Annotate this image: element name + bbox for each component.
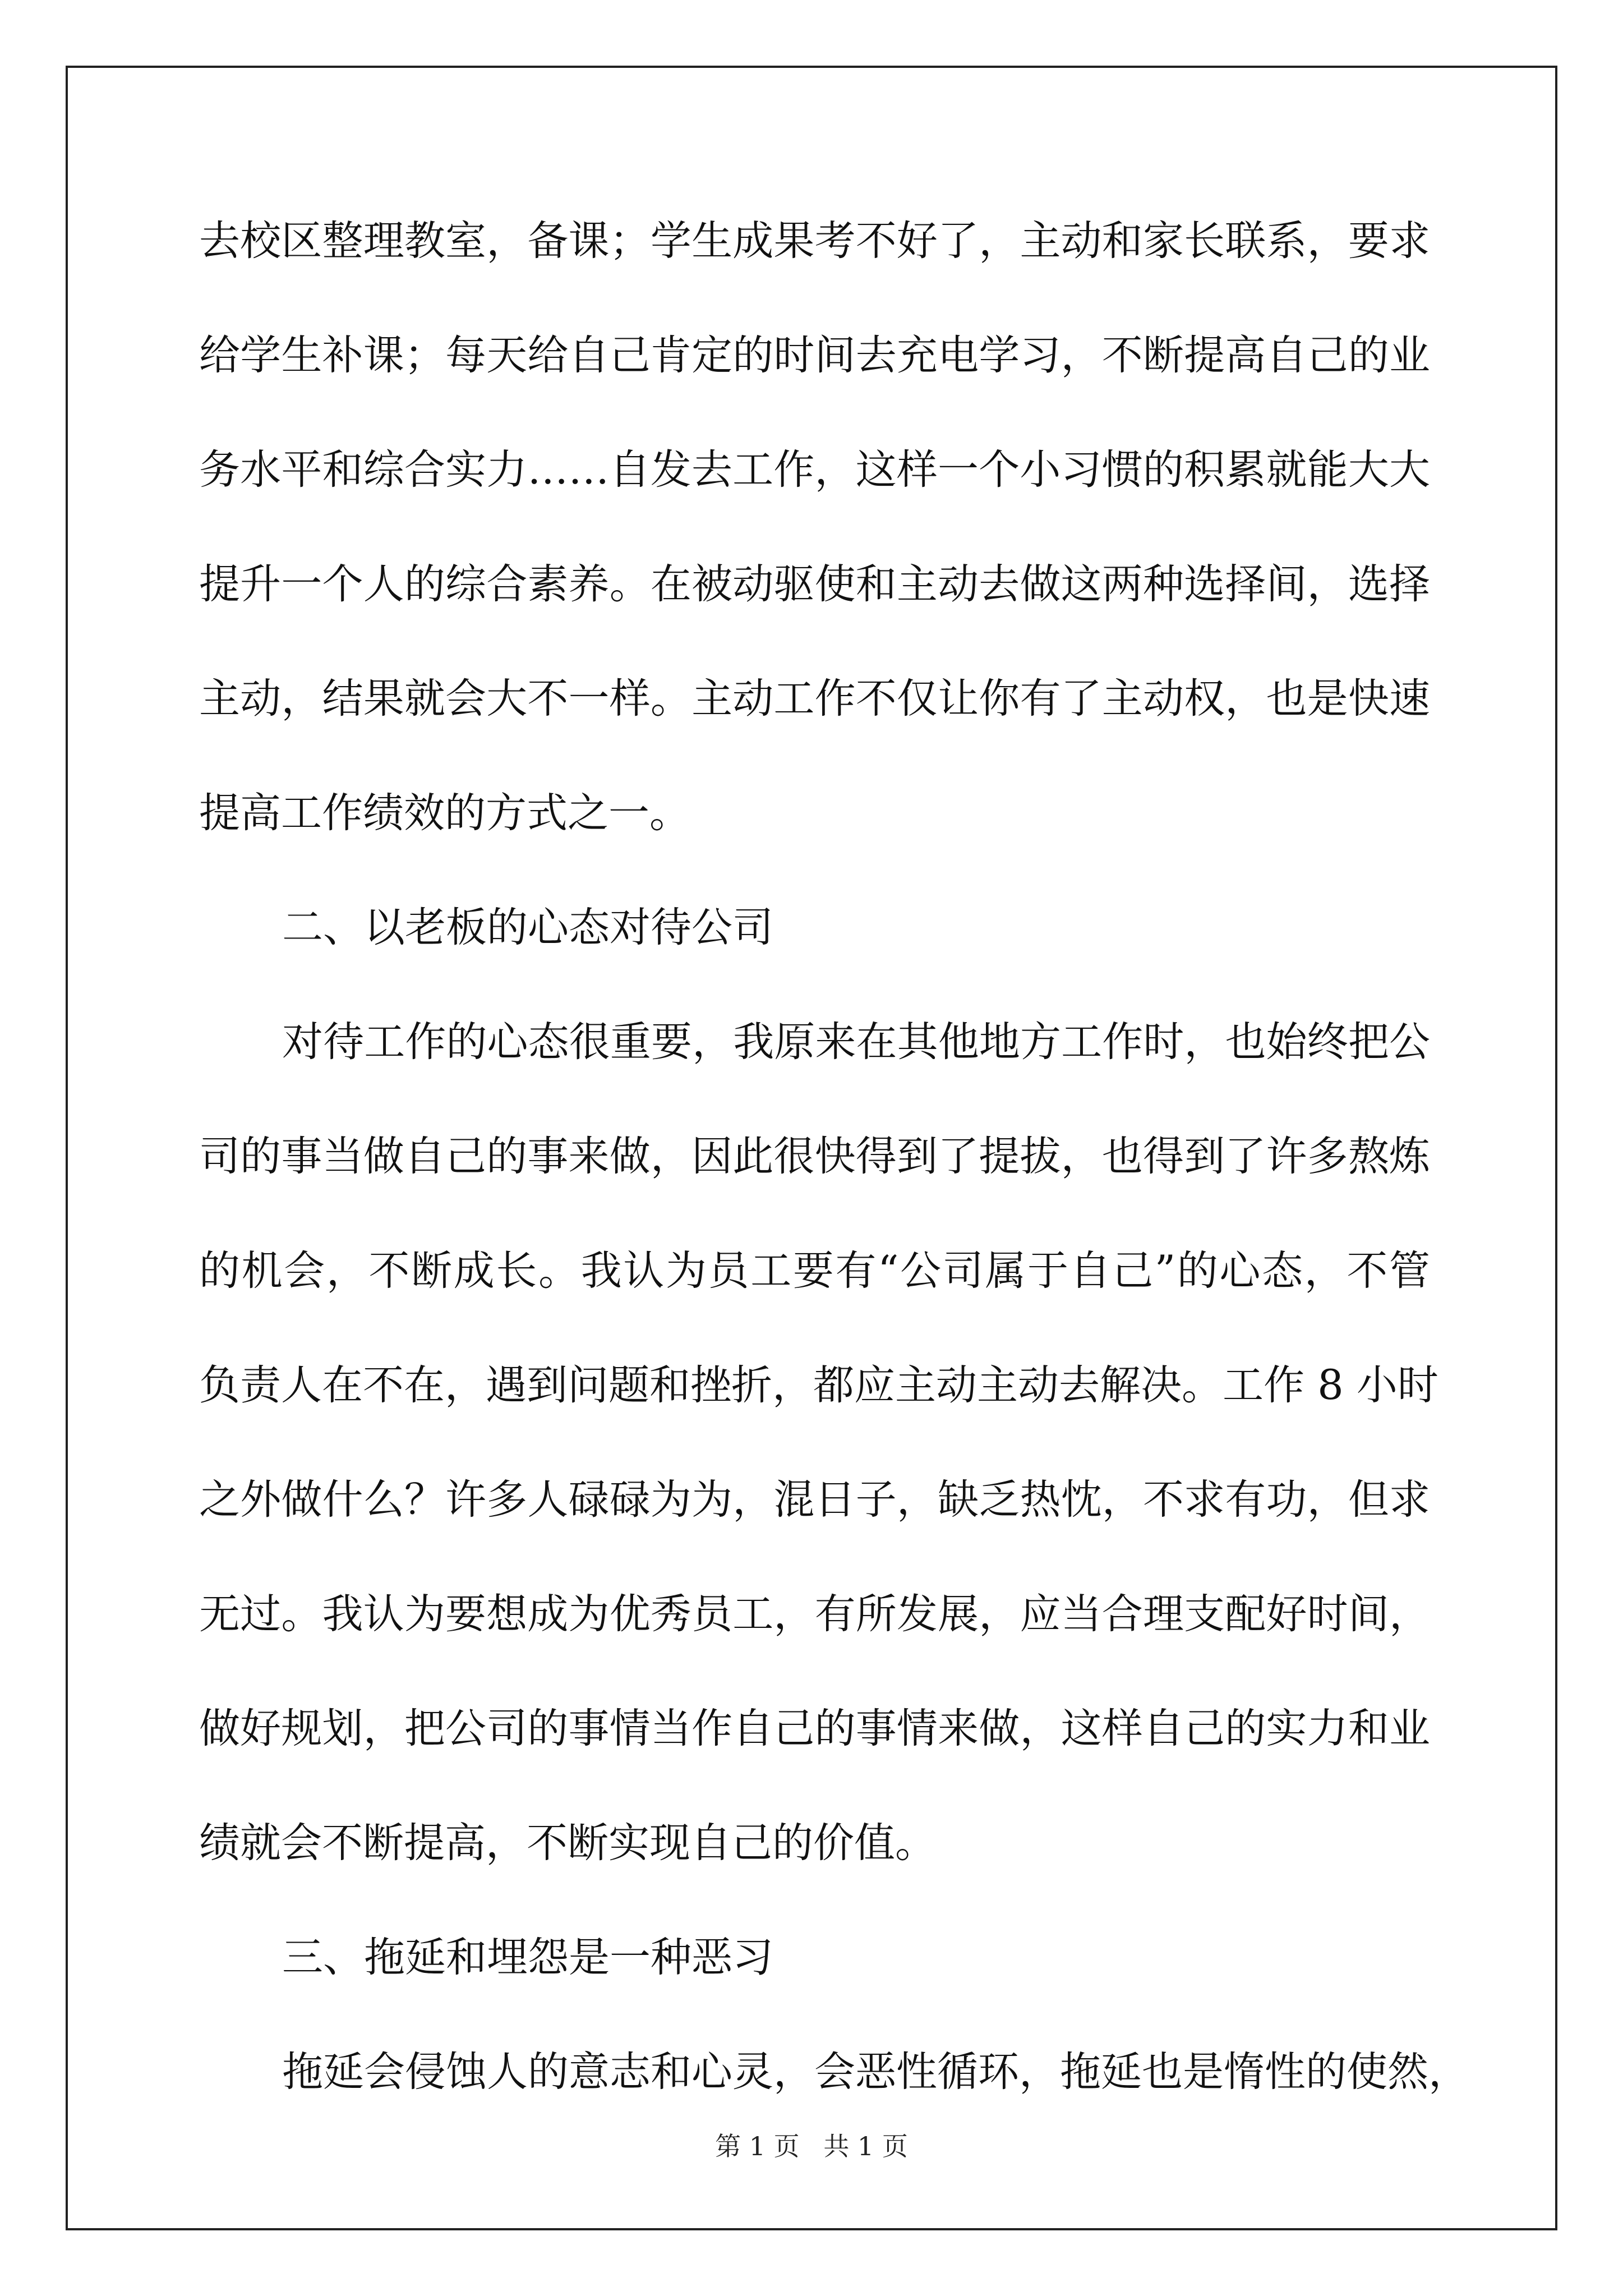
page-total: 共 1 页 [823,2131,908,2161]
section-heading: 三、拖延和埋怨是一种恶习 [282,1934,773,1981]
paragraph-line: 对待工作的心态很重要，我原来在其他地方工作时，也始终把公 [282,1018,1430,1066]
paragraph-line: 负责人在不在，遇到问题和挫折，都应主动主动去解决。工作 8 小时 [199,1361,1438,1409]
paragraph-line: 提升一个人的综合素养。在被动驱使和主动去做这两种选择间，选择 [199,560,1430,608]
paragraph-line: 绩就会不断提高，不断实现自己的价值。 [199,1819,936,1867]
paragraph-line: 务水平和综合实力……自发去工作，这样一个小习惯的积累就能大大 [199,446,1430,494]
paragraph-line: 去校区整理教室，备课；学生成果考不好了，主动和家长联系，要求 [199,217,1430,265]
page-number: 第 1 页 [715,2131,800,2161]
paragraph-line: 的机会，不断成长。我认为员工要有“公司属于自己”的心态，不管 [199,1247,1430,1295]
page-footer [0,2126,1623,2163]
paragraph-line: 拖延会侵蚀人的意志和心灵，会恶性循环，拖延也是惰性的使然， [282,2048,1469,2096]
paragraph-line: 提高工作绩效的方式之一。 [199,789,690,837]
paragraph-line: 司的事当做自己的事来做，因此很快得到了提拔，也得到了许多熬炼 [199,1133,1430,1180]
paragraph-line: 之外做什么？许多人碌碌为为，混日子，缺乏热忱，不求有功，但求 [199,1476,1430,1524]
paragraph-line: 做好规划，把公司的事情当作自己的事情来做，这样自己的实力和业 [199,1705,1430,1752]
section-heading: 二、以老板的心态对待公司 [282,904,773,951]
paragraph-line: 给学生补课；每天给自己肯定的时间去充电学习，不断提高自己的业 [199,332,1430,379]
paragraph-line: 无过。我认为要想成为优秀员工，有所发展，应当合理支配好时间， [199,1590,1430,1638]
paragraph-line: 主动，结果就会大不一样。主动工作不仅让你有了主动权，也是快速 [199,675,1430,723]
